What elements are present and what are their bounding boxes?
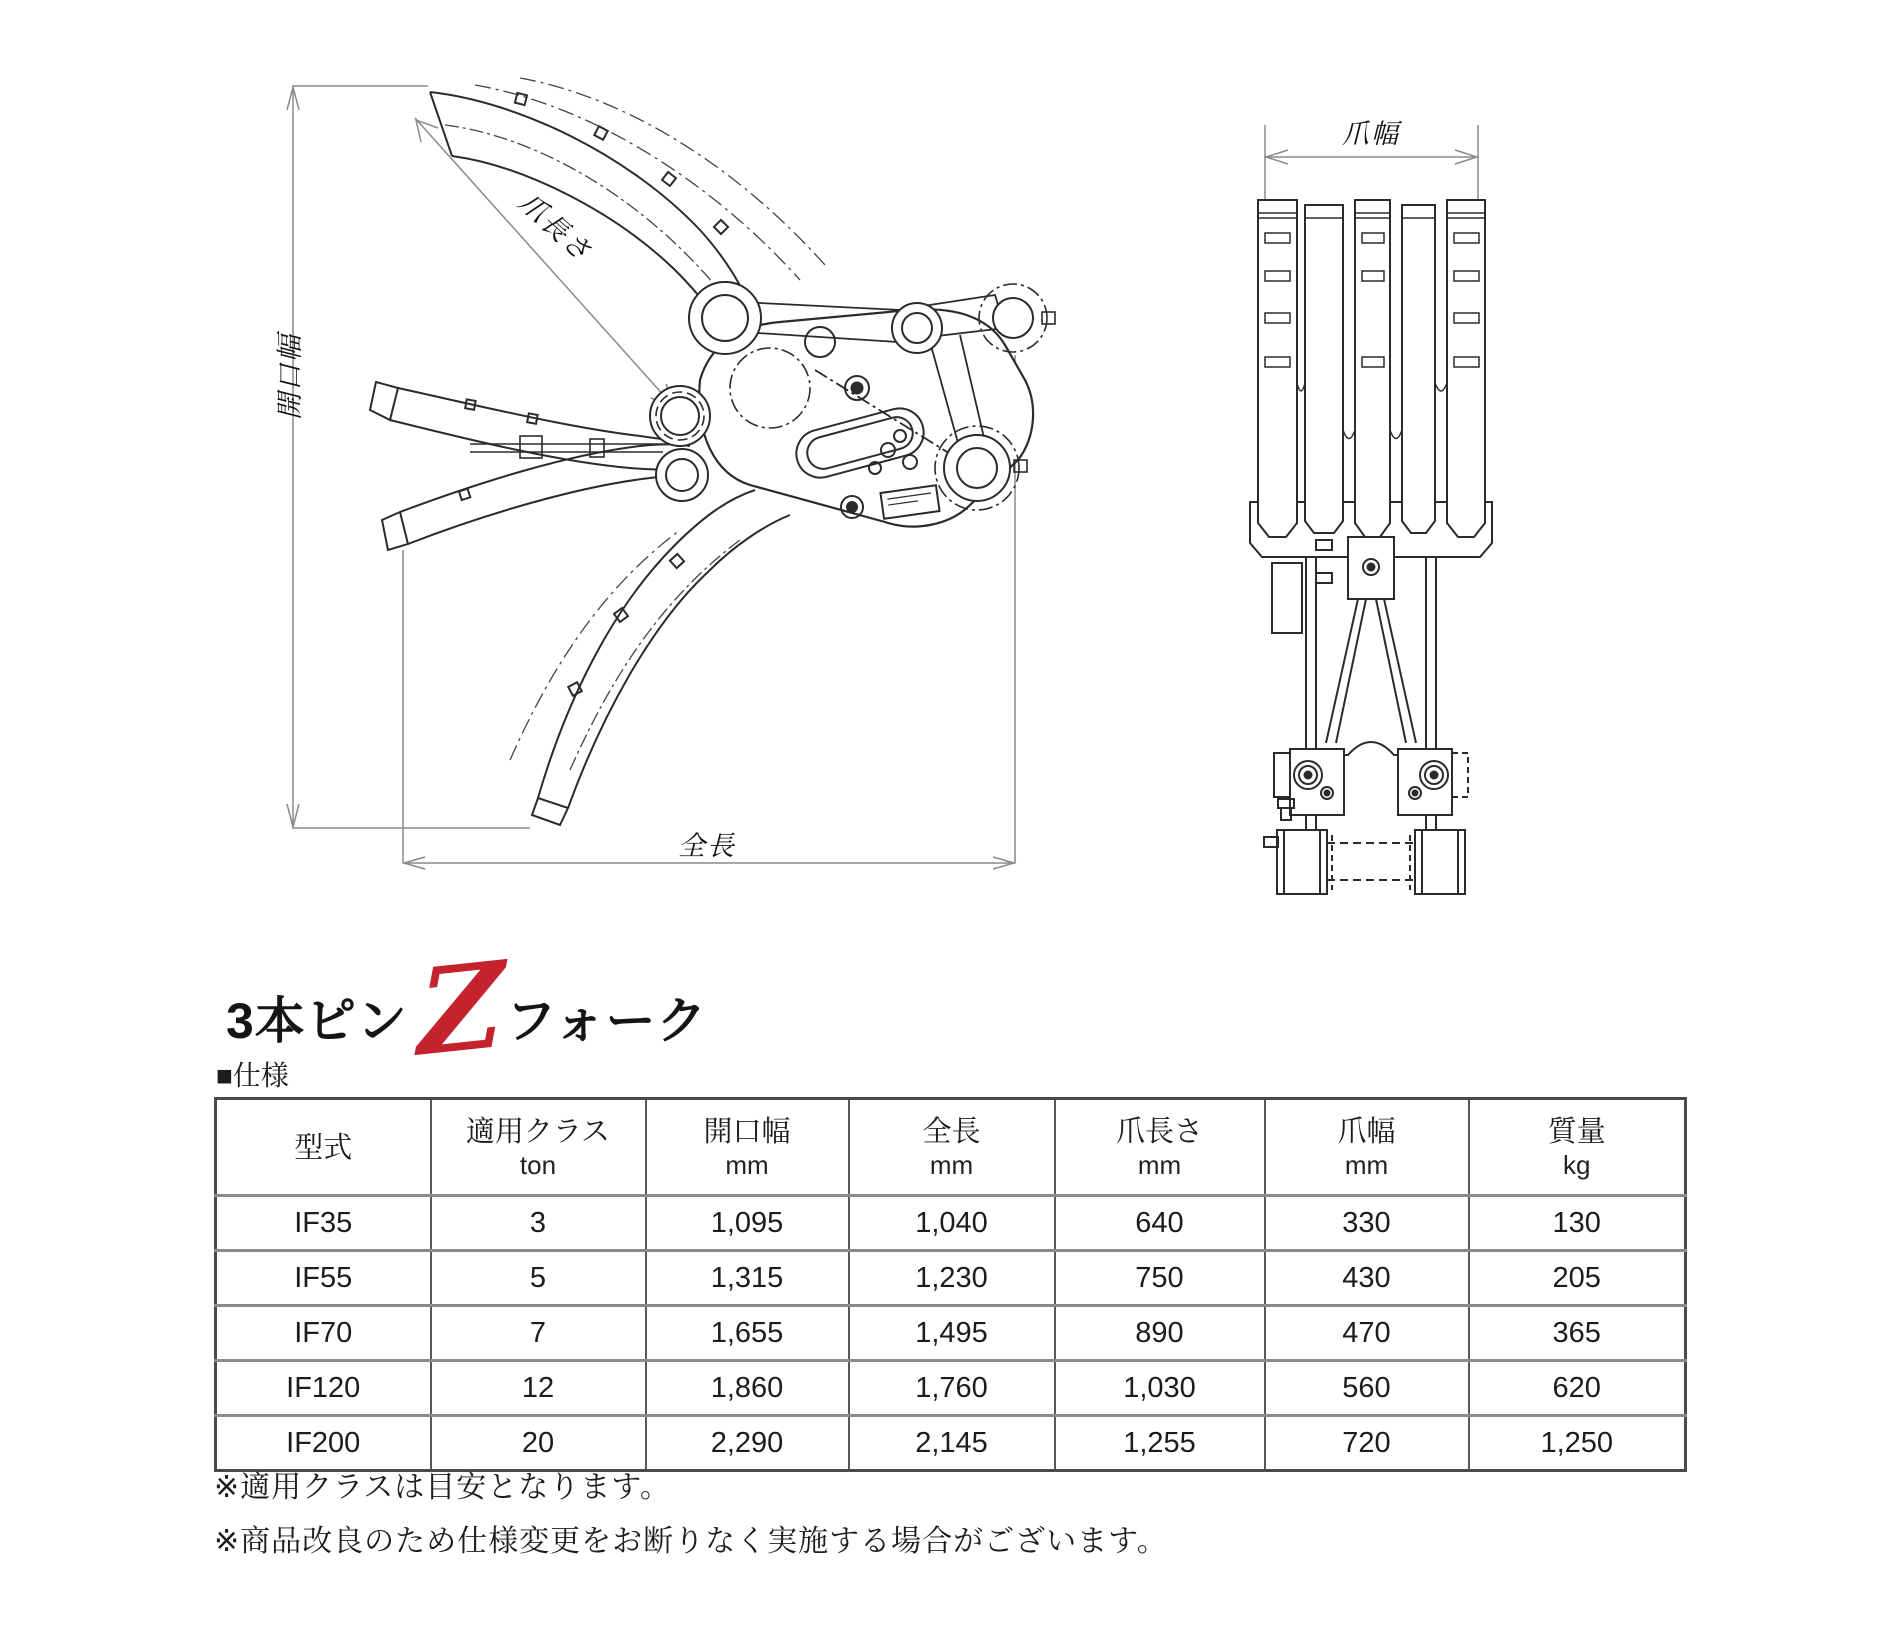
- cell-mass: 1,250: [1469, 1416, 1686, 1471]
- claw-length-dim-label: 爪長さ: [513, 187, 598, 268]
- lower-claw: [510, 490, 790, 825]
- front-view-drawing: [1220, 85, 1620, 915]
- column-header-class: 適用クラス ton: [431, 1099, 646, 1196]
- header-row: [216, 1099, 1686, 1196]
- upper-claw: [430, 78, 825, 318]
- z-logo: Z: [418, 934, 504, 1083]
- cell-overall-length: 1,760: [849, 1361, 1055, 1416]
- cell-mass: 365: [1469, 1306, 1686, 1361]
- cell-overall-length: 1,040: [849, 1196, 1055, 1251]
- cell-claw-width: 560: [1265, 1361, 1469, 1416]
- cell-model: IF120: [216, 1361, 431, 1416]
- cell-class: 20: [431, 1416, 646, 1471]
- spec-table: [214, 1097, 1687, 1472]
- cell-overall-length: 1,495: [849, 1306, 1055, 1361]
- cell-claw-width: 470: [1265, 1306, 1469, 1361]
- cell-opening-width: 1,095: [646, 1196, 849, 1251]
- table-row: [216, 1306, 1686, 1361]
- opening-width-dim-label: 開口幅: [275, 333, 305, 420]
- cell-claw-length: 1,030: [1055, 1361, 1265, 1416]
- overall-length-dim-label: 全長: [678, 831, 736, 861]
- cell-opening-width: 1,860: [646, 1361, 849, 1416]
- product-title-suffix: フォーク: [505, 993, 708, 1049]
- column-header-claw-width: 爪幅 mm: [1265, 1099, 1469, 1196]
- side-view-drawing: [270, 70, 1110, 870]
- cell-model: IF35: [216, 1196, 431, 1251]
- cell-opening-width: 1,655: [646, 1306, 849, 1361]
- product-title-prefix: 3本ピン: [226, 993, 408, 1049]
- cell-model: IF55: [216, 1251, 431, 1306]
- cell-mass: 130: [1469, 1196, 1686, 1251]
- footnote-spec-change: ※商品改良のため仕様変更をお断りなく実施する場合がございます。: [214, 1525, 1168, 1558]
- claw-width-dim-label: 爪幅: [1342, 119, 1400, 149]
- cell-claw-width: 720: [1265, 1416, 1469, 1471]
- cell-mass: 620: [1469, 1361, 1686, 1416]
- cell-claw-width: 430: [1265, 1251, 1469, 1306]
- cell-opening-width: 2,290: [646, 1416, 849, 1471]
- cell-opening-width: 1,315: [646, 1251, 849, 1306]
- cell-claw-length: 890: [1055, 1306, 1265, 1361]
- cell-claw-length: 640: [1055, 1196, 1265, 1251]
- left-claws: [370, 382, 692, 550]
- cell-claw-length: 750: [1055, 1251, 1265, 1306]
- cell-mass: 205: [1469, 1251, 1686, 1306]
- cell-claw-width: 330: [1265, 1196, 1469, 1251]
- column-header-model: 型式: [216, 1099, 431, 1196]
- cell-overall-length: 1,230: [849, 1251, 1055, 1306]
- table-row: [216, 1196, 1686, 1251]
- column-header-claw-length: 爪長さ mm: [1055, 1099, 1265, 1196]
- spec-section-heading: ■仕様: [216, 1060, 289, 1091]
- cell-class: 7: [431, 1306, 646, 1361]
- column-header-opening-width: 開口幅 mm: [646, 1099, 849, 1196]
- cell-class: 12: [431, 1361, 646, 1416]
- footnote-class-guideline: ※適用クラスは目安となります。: [214, 1471, 671, 1504]
- cell-model: IF200: [216, 1416, 431, 1471]
- cell-claw-length: 1,255: [1055, 1416, 1265, 1471]
- front-linkage: [1264, 537, 1468, 915]
- cell-class: 5: [431, 1251, 646, 1306]
- fork-tines: [1258, 200, 1485, 537]
- column-header-mass: 質量 kg: [1469, 1099, 1686, 1196]
- cell-model: IF70: [216, 1306, 431, 1361]
- cell-overall-length: 2,145: [849, 1416, 1055, 1471]
- table-row: [216, 1361, 1686, 1416]
- column-header-overall-length: 全長 mm: [849, 1099, 1055, 1196]
- cell-class: 3: [431, 1196, 646, 1251]
- table-row: [216, 1251, 1686, 1306]
